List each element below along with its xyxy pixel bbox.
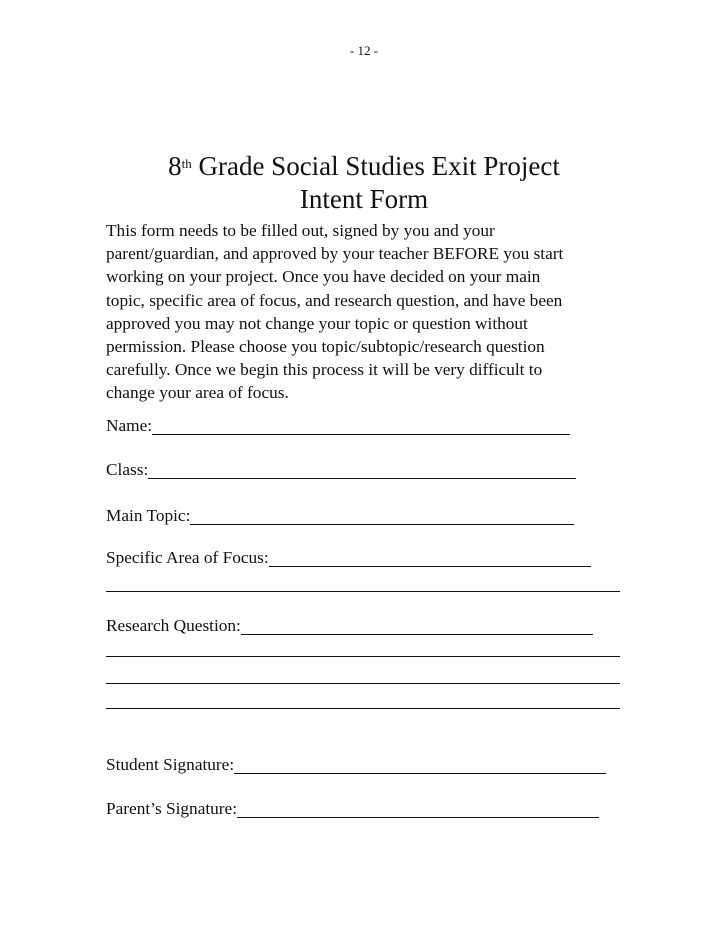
page-title bbox=[0, 150, 728, 216]
name-label: Name: bbox=[106, 416, 153, 435]
page-number: - 12 - bbox=[349, 43, 379, 58]
name-field[interactable] bbox=[106, 415, 570, 437]
class-label: Class: bbox=[106, 460, 149, 479]
name-line[interactable] bbox=[152, 417, 570, 435]
specific-area-field[interactable] bbox=[106, 547, 591, 569]
title-line-2: Intent Form bbox=[299, 184, 429, 214]
student-signature-label: Student Signature: bbox=[106, 755, 235, 774]
research-question-line-2[interactable] bbox=[106, 656, 620, 657]
research-question-field[interactable] bbox=[106, 615, 593, 637]
grade-number: 8 bbox=[168, 151, 182, 181]
parent-signature-line[interactable] bbox=[237, 800, 599, 818]
research-question-line-4[interactable] bbox=[106, 708, 620, 709]
student-signature-line[interactable] bbox=[234, 756, 606, 774]
main-topic-field[interactable] bbox=[106, 505, 574, 527]
title-line-1 bbox=[0, 150, 728, 183]
research-question-line-3[interactable] bbox=[106, 683, 620, 684]
student-signature-field[interactable] bbox=[106, 754, 606, 776]
title-line-1-text: Grade Social Studies Exit Project bbox=[191, 151, 560, 181]
specific-area-line-2[interactable] bbox=[106, 591, 620, 592]
parent-signature-field[interactable] bbox=[106, 798, 599, 820]
grade-suffix: th bbox=[181, 156, 192, 171]
intro-paragraph: This form needs to be filled out, signed by you and your parent/guardian, and approved by your teacher BEFORE you start working on your project. Once you have decided on your main topic, specific area of focus, and research question, and have been approved you may not change your topic or question without permission. Please choose you topic/subtopic/research question carefully. Once we begin this process it will be very difficult to change your area of focus. bbox=[106, 221, 564, 403]
research-question-line[interactable] bbox=[241, 617, 593, 635]
parent-signature-label: Parent’s Signature: bbox=[106, 799, 238, 818]
class-field[interactable] bbox=[106, 459, 576, 481]
main-topic-label: Main Topic: bbox=[106, 506, 191, 525]
specific-area-line[interactable] bbox=[269, 549, 591, 567]
main-topic-line[interactable] bbox=[190, 507, 574, 525]
research-question-label: Research Question: bbox=[106, 616, 241, 635]
class-line[interactable] bbox=[148, 461, 576, 479]
specific-area-label: Specific Area of Focus: bbox=[106, 548, 269, 567]
